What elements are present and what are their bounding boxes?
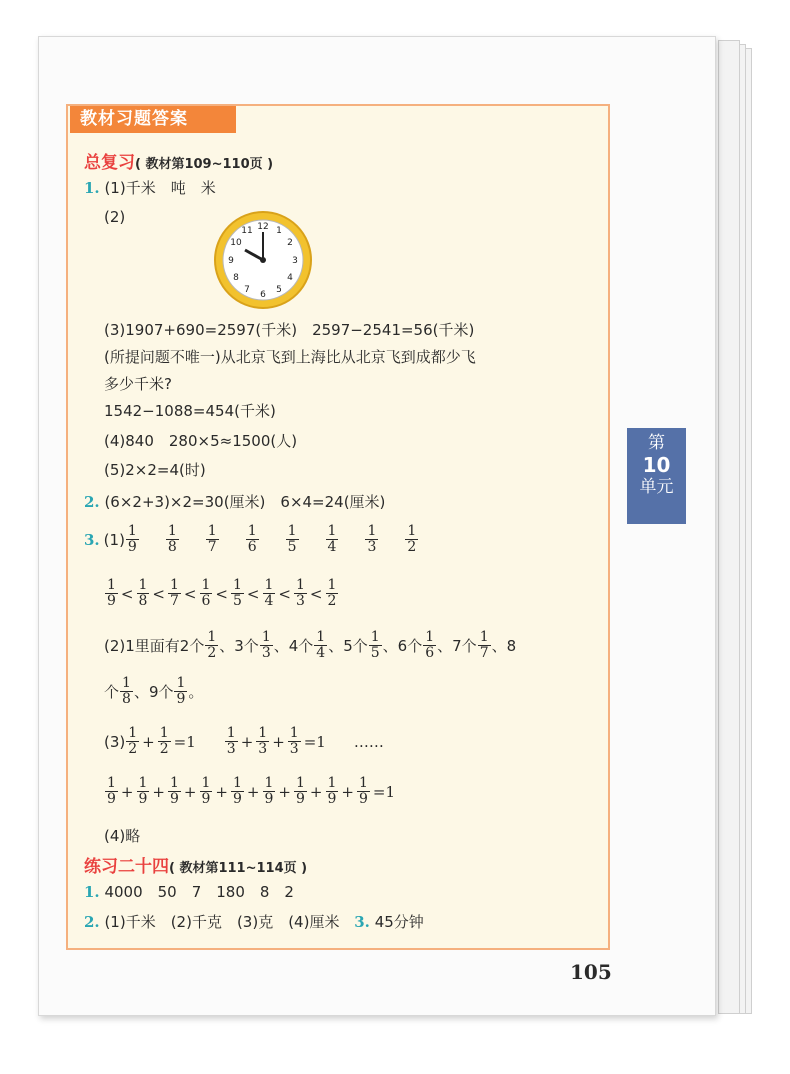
numerator: 1 [128,725,138,741]
unit-tab-line3: 单元 [639,477,674,497]
fraction [365,524,378,555]
denominator: 2 [407,539,417,555]
ellipsis: …… [353,732,384,751]
ex2-text: (1)千米 (2)千克 (3)克 (4)厘米 [104,913,340,931]
svg-text:12: 12 [257,222,269,232]
svg-text:8: 8 [233,273,239,283]
q3-part2-line1 [104,630,516,661]
fraction [263,776,276,807]
fraction [231,776,244,807]
less-than: < [152,584,165,603]
numerator: 1 [479,629,489,645]
plus-sign: + [341,782,354,801]
equals-one: =1 [173,732,196,751]
numerator: 1 [201,775,211,791]
q3-part4: (4)略 [104,827,141,845]
q3-part2-text: 、6个 [382,637,423,655]
clock-icon [212,210,314,310]
denominator: 9 [176,691,186,707]
fraction [286,524,299,555]
svg-text:11: 11 [241,226,253,236]
numerator: 1 [247,523,257,539]
q1-part3d: 1542−1088=454(千米) [104,402,276,420]
numerator: 1 [226,725,236,741]
numerator: 1 [425,629,435,645]
q3-fraction-list [84,524,419,555]
plus-sign: + [246,782,260,801]
numerator: 1 [316,629,326,645]
fraction [231,578,244,609]
section-title [84,852,307,877]
denominator: 2 [128,741,138,757]
denominator: 8 [167,539,177,555]
denominator: 6 [425,645,435,661]
fraction [105,578,118,609]
q1-part1: (1)千米 吨 米 [104,179,216,197]
section-subtitle: ( 教材第109~110页 ) [135,157,274,172]
denominator: 5 [370,645,380,661]
question-number: 3. [354,913,370,931]
numerator: 1 [107,577,116,593]
numerator: 1 [287,523,297,539]
fraction [168,578,181,609]
ex1-line [84,882,294,902]
unit-tab-line1: 第 [648,433,665,453]
numerator: 1 [359,775,368,791]
denominator: 3 [296,593,305,609]
fraction [200,578,213,609]
ex2-line [84,912,424,932]
fraction [246,524,259,555]
numerator: 1 [122,675,131,691]
q1-part3c: 多少千米? [104,375,172,393]
fraction [314,630,327,661]
q3-part2-text: 、9个 [133,683,174,701]
denominator: 9 [127,539,137,555]
q1-part4: (4)840 280×5≈1500(人) [104,432,298,450]
svg-text:4: 4 [287,273,293,283]
less-than: < [309,584,323,603]
section-title-text: 练习二十四 [84,857,169,877]
numerator: 1 [264,775,274,791]
numerator: 1 [127,523,137,539]
plus-sign: + [215,782,228,801]
fraction [137,578,150,609]
numerator: 1 [207,629,217,645]
ex1-text: 4000 50 7 180 8 2 [104,883,294,901]
denominator: 5 [287,539,297,555]
denominator: 3 [367,539,377,555]
q3-part2-text: 。 [188,683,204,701]
section-title-text: 总复习 [84,153,135,173]
svg-text:3: 3 [292,256,298,266]
denominator: 6 [201,593,211,609]
numerator: 1 [327,523,337,539]
denominator: 4 [316,645,326,661]
denominator: 9 [138,791,148,807]
ex3-text: 45分钟 [374,913,424,931]
q1-part5: (5)2×2=4(时) [104,461,206,479]
q3-part2-text: 、4个 [273,637,314,655]
denominator: 9 [264,791,274,807]
fraction [205,630,218,661]
numerator: 1 [289,725,299,741]
fraction [200,776,213,807]
denominator: 3 [261,645,271,661]
numerator: 1 [201,577,211,593]
denominator: 9 [201,791,211,807]
q3-part3-line1 [104,726,384,757]
fraction [158,726,171,757]
denominator: 5 [233,593,242,609]
fraction [256,726,269,757]
fraction [260,630,273,661]
numerator: 1 [170,577,179,593]
q2-text: (6×2+3)×2=30(厘米) 6×4=24(厘米) [104,493,386,511]
plus-sign: + [120,782,134,801]
fraction [369,630,382,661]
q3-fraction-order [104,578,339,609]
fraction [294,578,307,609]
q1-line1 [84,178,216,198]
fraction [288,726,301,757]
fraction [166,524,179,555]
plus-sign: + [240,732,254,751]
numerator: 1 [258,725,268,741]
plus-sign: + [272,732,285,751]
fraction [105,776,118,807]
denominator: 9 [170,791,179,807]
q1-part3b: (所提问题不唯一)从北京飞到上海比从北京飞到成都少飞 [104,348,476,366]
denominator: 4 [264,593,274,609]
denominator: 3 [226,741,236,757]
question-number: 1. [84,883,100,901]
numerator: 1 [296,775,305,791]
denominator: 2 [327,593,337,609]
q3-part3-line2 [104,776,397,807]
svg-text:6: 6 [260,290,266,300]
numerator: 1 [207,523,217,539]
numerator: 1 [138,775,148,791]
denominator: 8 [138,593,148,609]
fraction [263,578,276,609]
unit-tab-number: 10 [642,453,671,477]
denominator: 2 [207,645,217,661]
fraction [120,676,133,707]
less-than: < [278,584,291,603]
q3-part2-line2 [104,676,203,707]
denominator: 8 [122,691,131,707]
less-than: < [246,584,260,603]
denominator: 3 [289,741,299,757]
denominator: 9 [233,791,242,807]
fraction [326,524,339,555]
less-than: < [183,584,197,603]
svg-text:7: 7 [244,285,250,295]
denominator: 9 [107,593,116,609]
less-than: < [120,584,134,603]
numerator: 1 [176,675,186,691]
fraction [326,578,339,609]
plus-sign: + [183,782,197,801]
denominator: 7 [170,593,179,609]
denominator: 6 [247,539,257,555]
numerator: 1 [167,523,177,539]
numerator: 1 [159,725,169,741]
q3-part2-text: 个 [104,683,120,701]
fraction [174,676,187,707]
svg-text:9: 9 [228,256,234,266]
numerator: 1 [233,577,242,593]
numerator: 1 [261,629,271,645]
denominator: 4 [327,539,337,555]
fraction [294,776,307,807]
numerator: 1 [138,577,148,593]
q3-part3-label: (3) [104,732,126,751]
q2-line [84,492,385,512]
denominator: 9 [327,791,337,807]
question-number: 3. [84,530,100,549]
numerator: 1 [407,523,417,539]
denominator: 3 [258,741,268,757]
plus-sign: + [309,782,323,801]
q3-part2-text: 、8 [491,637,517,655]
plus-sign: + [142,732,155,751]
numerator: 1 [367,523,377,539]
q3-part2-text: 、7个 [437,637,477,655]
fraction [126,524,139,555]
question-number: 2. [84,493,100,511]
question-number: 1. [84,179,100,197]
fraction [206,524,219,555]
header-tag: 教材习题答案 [70,106,236,133]
section-subtitle: ( 教材第111~114页 ) [169,861,308,876]
denominator: 9 [359,791,368,807]
denominator: 7 [207,539,217,555]
plus-sign: + [152,782,165,801]
q1-part3: (3)1907+690=2597(千米) 2597−2541=56(千米) [104,321,475,339]
q3-part2-text: (2)1里面有2个 [104,637,205,655]
denominator: 7 [479,645,489,661]
question-number: 2. [84,913,100,931]
q3-part1-label: (1) [103,530,125,549]
fraction [126,726,139,757]
fraction [168,776,181,807]
fraction [326,776,339,807]
numerator: 1 [107,775,116,791]
denominator: 9 [296,791,305,807]
numerator: 1 [327,775,337,791]
fraction [357,776,370,807]
less-than: < [215,584,228,603]
section-title [84,148,273,173]
plus-sign: + [278,782,291,801]
fraction [423,630,436,661]
unit-side-tab [627,428,686,524]
equals-one: =1 [303,732,326,751]
numerator: 1 [264,577,274,593]
equals-one: =1 [372,782,396,801]
page-number: 105 [570,960,612,984]
fraction [478,630,491,661]
fraction [137,776,150,807]
fraction [405,524,418,555]
fraction [225,726,238,757]
denominator: 2 [159,741,169,757]
denominator: 9 [107,791,116,807]
numerator: 1 [233,775,242,791]
page-edge [718,40,740,1014]
svg-text:5: 5 [276,285,282,295]
q1-line2: (2) [104,208,126,226]
q3-part2-text: 、5个 [328,637,368,655]
q3-part2-text: 、3个 [219,637,259,655]
numerator: 1 [370,629,380,645]
numerator: 1 [327,577,337,593]
svg-text:2: 2 [287,238,293,248]
numerator: 1 [296,577,305,593]
svg-text:10: 10 [230,238,242,248]
numerator: 1 [170,775,179,791]
svg-text:1: 1 [276,226,282,236]
